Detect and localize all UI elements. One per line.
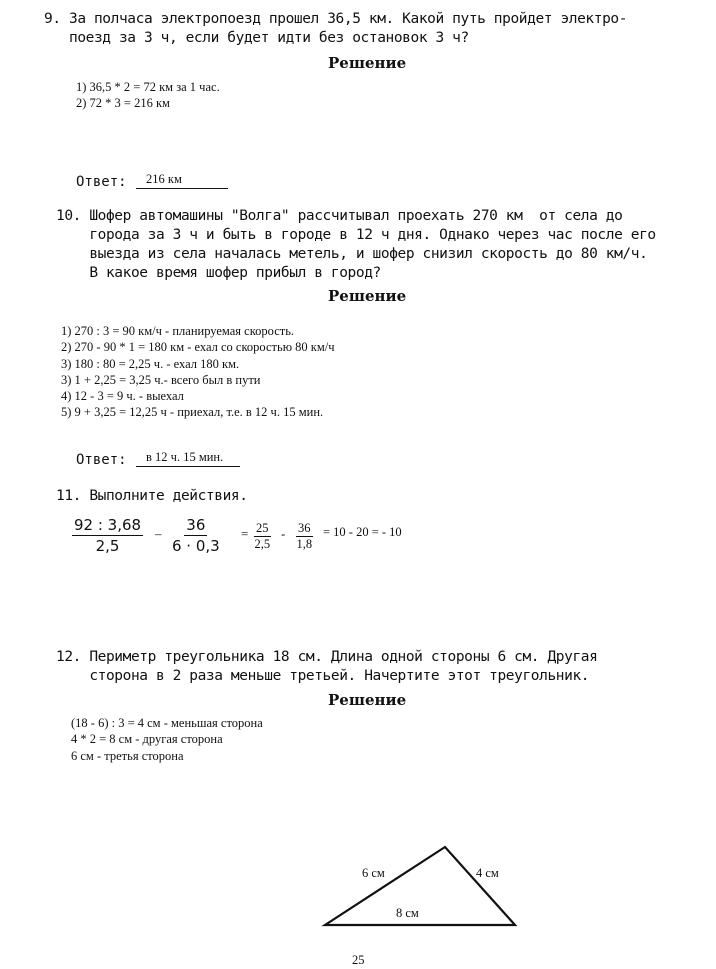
fraction-numerator: 36 — [186, 516, 206, 534]
solution-line: (18 - 6) : 3 = 4 см - меньшая сторона — [71, 716, 263, 730]
triangle-label-left: 6 см — [362, 866, 385, 880]
fraction-numerator: 36 — [298, 521, 311, 535]
solution-line: 4 * 2 = 8 см - другая сторона — [71, 732, 223, 747]
solution-line: 3) 1 + 2,25 = 3,25 ч.- всего был в пути — [61, 372, 261, 387]
problem-line: выезда из села началась метель, и шофер снизил скорость до 80 км/ч. — [56, 246, 648, 262]
fraction-4 — [296, 521, 313, 552]
page-number: 25 — [352, 953, 365, 967]
problem-line: 10. Шофер автомашины "Волга" рассчитывал проехать 270 км от села до — [56, 208, 623, 224]
solution-line: 2) 72 * 3 = 216 км — [76, 96, 170, 111]
solution-line: 5) 9 + 3,25 = 12,25 ч - приехал, т.е. в 12 ч. 15 мин. — [61, 405, 324, 420]
answer-label: Ответ: — [76, 174, 127, 190]
problem-9-solution — [76, 79, 220, 112]
problem-10-solution — [61, 323, 335, 421]
fraction-denominator: 1,8 — [296, 537, 313, 551]
problem-12-text — [56, 648, 597, 686]
answer-label: Ответ: — [76, 452, 127, 468]
solution-heading: Решение — [328, 287, 407, 305]
fraction-denominator: 2,5 — [95, 537, 120, 555]
triangle-label-right: 4 см — [476, 866, 499, 880]
answer-value: 216 км — [136, 172, 228, 189]
problem-line: сторона в 2 раза меньше третьей. Начертите этот треугольник. — [56, 668, 590, 684]
problem-line: 9. За полчаса электропоезд прошел 36,5 км. Какой путь пройдет электро- — [44, 11, 628, 27]
triangle-drawing — [300, 835, 540, 935]
solution-line: 6 см - третья сторона — [71, 748, 184, 763]
solution-heading: Решение — [328, 691, 407, 709]
problem-line: В какое время шофер прибыл в город? — [56, 265, 381, 281]
fraction-numerator: 25 — [256, 521, 269, 535]
solution-line: 1) 36,5 * 2 = 72 км за 1 час. — [76, 80, 220, 94]
triangle-shape — [325, 847, 515, 925]
fraction-1 — [72, 515, 143, 556]
minus-sign: – — [155, 526, 162, 541]
solution-heading: Решение — [328, 54, 407, 72]
solution-line: 2) 270 - 90 * 1 = 180 км - ехал со скоростью 80 км/ч — [61, 340, 335, 355]
fraction-denominator: 6 · 0,3 — [172, 537, 220, 555]
minus-sign: - — [281, 526, 286, 541]
problem-11-text — [56, 487, 248, 506]
solution-line: 4) 12 - 3 = 9 ч. - выехал — [61, 389, 184, 404]
expression-result: = 10 - 20 = - 10 — [323, 525, 402, 539]
solution-line: 1) 270 : 3 = 90 км/ч - планируемая скорость. — [61, 324, 295, 338]
solution-line: 3) 180 : 80 = 2,25 ч. - ехал 180 км. — [61, 356, 240, 371]
problem-12-solution — [71, 715, 263, 764]
triangle-label-base: 8 см — [396, 906, 419, 920]
problem-line: 12. Периметр треугольника 18 см. Длина одной стороны 6 см. Другая — [56, 649, 598, 665]
problem-line: города за 3 ч и быть в городе в 12 ч дня. Однако через час после его — [56, 227, 656, 243]
problem-line: 11. Выполните действия. — [56, 488, 248, 504]
equals-sign: = — [241, 526, 249, 541]
fraction-3 — [254, 521, 271, 552]
answer-value: в 12 ч. 15 мин. — [136, 450, 240, 467]
fraction-numerator: 92 : 3,68 — [74, 516, 142, 534]
fraction-2 — [172, 515, 220, 556]
fraction-denominator: 2,5 — [254, 537, 271, 551]
problem-line: поезд за 3 ч, если будет идти без остановок 3 ч? — [44, 30, 469, 46]
problem-9-text — [44, 10, 627, 48]
problem-10-text — [56, 207, 656, 283]
